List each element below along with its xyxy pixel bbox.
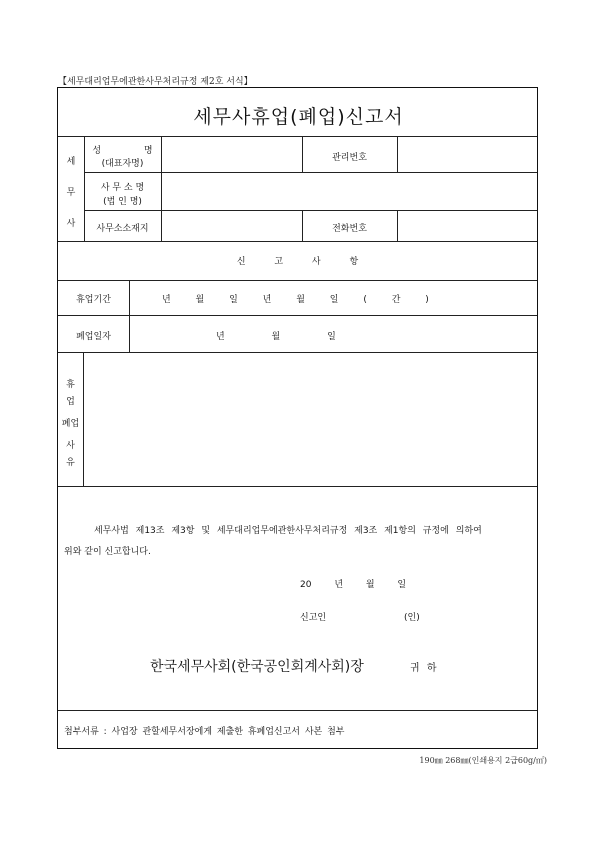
office-name-field[interactable] bbox=[162, 173, 537, 210]
name-field[interactable] bbox=[162, 137, 301, 172]
reason-label-5: 유 bbox=[66, 458, 75, 468]
form-title: 세무사휴업(폐업)신고서 bbox=[193, 106, 404, 128]
management-number-field[interactable] bbox=[398, 137, 537, 172]
reason-label-2: 업 bbox=[66, 397, 75, 407]
closure-date-label: 폐업일자 bbox=[76, 332, 111, 342]
attachment-note: 첨부서류 : 사업장 관할세무서장에게 제출한 휴폐업신고서 사본 첨부 bbox=[64, 727, 345, 737]
applicant-side-label-1: 세 bbox=[66, 157, 76, 167]
phone-label: 전화번호 bbox=[332, 224, 367, 234]
reason-field[interactable] bbox=[84, 353, 537, 486]
report-form bbox=[57, 87, 538, 749]
suspension-period-label: 휴업기간 bbox=[76, 295, 111, 305]
name-sublabel: (대표자명) bbox=[101, 159, 144, 169]
phone-field[interactable] bbox=[398, 211, 537, 241]
office-address-field[interactable] bbox=[162, 211, 301, 241]
report-date-field[interactable]: 20 년 월 일 bbox=[300, 580, 407, 590]
suspension-period-field[interactable]: 년 월 일 년 월 일 ( 간 ) bbox=[162, 295, 429, 305]
divider bbox=[58, 241, 537, 242]
recipient: 한국세무사회(한국공인회계사회)장 bbox=[150, 659, 364, 675]
applicant-side-label-3: 사 bbox=[66, 219, 76, 229]
applicant-side-label-2: 무 bbox=[66, 188, 76, 198]
office-address-label: 사무소소재지 bbox=[96, 224, 149, 234]
name-label: 성 명 bbox=[92, 146, 153, 156]
reason-label-4: 사 bbox=[66, 441, 75, 451]
divider bbox=[58, 710, 537, 711]
declarant-name-field[interactable] bbox=[338, 606, 400, 622]
divider bbox=[129, 280, 130, 352]
office-name-label: 사 무 소 명 bbox=[100, 183, 145, 193]
form-reference-note: 【세무대리업무에관한사무처리규정 제2호 서식】 bbox=[58, 77, 253, 87]
statement-line-1: 세무사법 제13조 제3항 및 세무대리업무에관한사무처리규정 제3조 제1항의 규정에 의하여 bbox=[94, 526, 482, 536]
report-items-header: 신 고 사 항 bbox=[236, 257, 359, 267]
declarant-label: 신고인 bbox=[300, 613, 327, 623]
honorific: 귀 하 bbox=[410, 663, 437, 674]
management-number-label: 관리번호 bbox=[332, 153, 367, 163]
paper-spec-note: 190㎜ 268㎜(인쇄용지 2급60g/㎡) bbox=[419, 756, 547, 765]
reason-label-1: 휴 bbox=[66, 380, 75, 390]
seal-mark: (인) bbox=[404, 613, 420, 623]
closure-date-field[interactable]: 년 월 일 bbox=[216, 332, 336, 342]
reason-label-3: 폐업 bbox=[61, 419, 80, 429]
statement-line-2: 위와 같이 신고합니다. bbox=[64, 547, 151, 557]
office-name-sublabel: (법 인 명) bbox=[103, 197, 142, 207]
divider bbox=[58, 486, 537, 487]
